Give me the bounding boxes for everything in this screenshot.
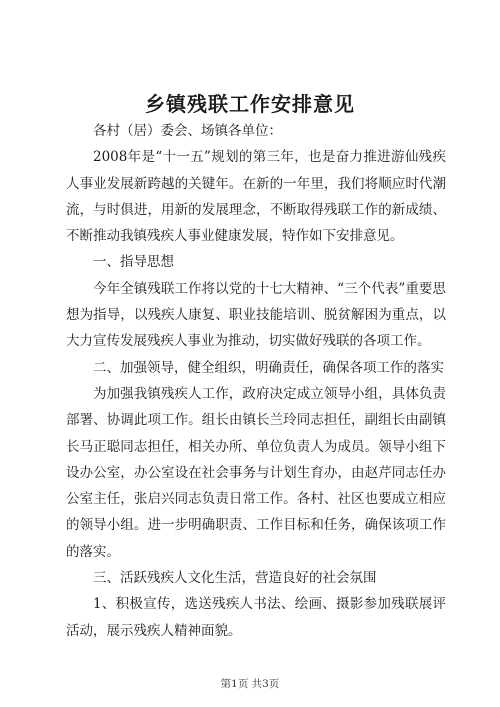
page-footer: 第1页 共3页 (220, 678, 280, 690)
salutation: 各村（居）委会、场镇各单位： (93, 123, 282, 139)
section-heading-1: 一、指导思想 (93, 254, 174, 271)
paragraph-publicity: 1、积极宣传，选送残疾人书法、绘画、摄影参加残联展评活动，展示残疾人精神面貌。 (66, 596, 446, 639)
paragraph-guiding-thought: 今年全镇残联工作将以党的十七大精神、“三个代表”重要思想为指导，以残疾人康复、职业技能培训、脱贫解困为重点，以大力宣传发展残疾人事业为推动，切实做好残联的各项工作。 (66, 280, 446, 350)
section-heading-3: 三、活跃残疾人文化生活，营造良好的社会氛围 (93, 570, 377, 587)
paragraph-intro: 2008年是“十一五”规划的第三年，也是奋力推进游仙残疾人事业发展新跨越的关键年。在新的一年里，我们将顺应时代潮流，与时俱进，用新的发展理念，不断取得残联工作的新成绩、不断推动我镇残疾人事业健康发展，特作如下安排意见。 (66, 149, 446, 245)
page-title: 乡镇残联工作安排意见 (145, 92, 355, 116)
section-heading-2: 二、加强领导，健全组织，明确责任，确保各项工作的落实 (93, 359, 444, 376)
paragraph-leadership: 为加强我镇残疾人工作，政府决定成立领导小组，具体负责部署、协调此项工作。组长由镇长兰玲同志担任，副组长由副镇长马正聪同志担任，相关办所、单位负责人为成员。领导小组下设办公室，办公室设在社会事务与计划生育办，由赵芹同志任办公室主任，张启兴同志负责日常工作。各村、社区也要成立相应的领导小组。进一步明确职责、工作目标和任务，确保该项工作的落实。 (66, 385, 446, 560)
document-body (66, 118, 446, 644)
